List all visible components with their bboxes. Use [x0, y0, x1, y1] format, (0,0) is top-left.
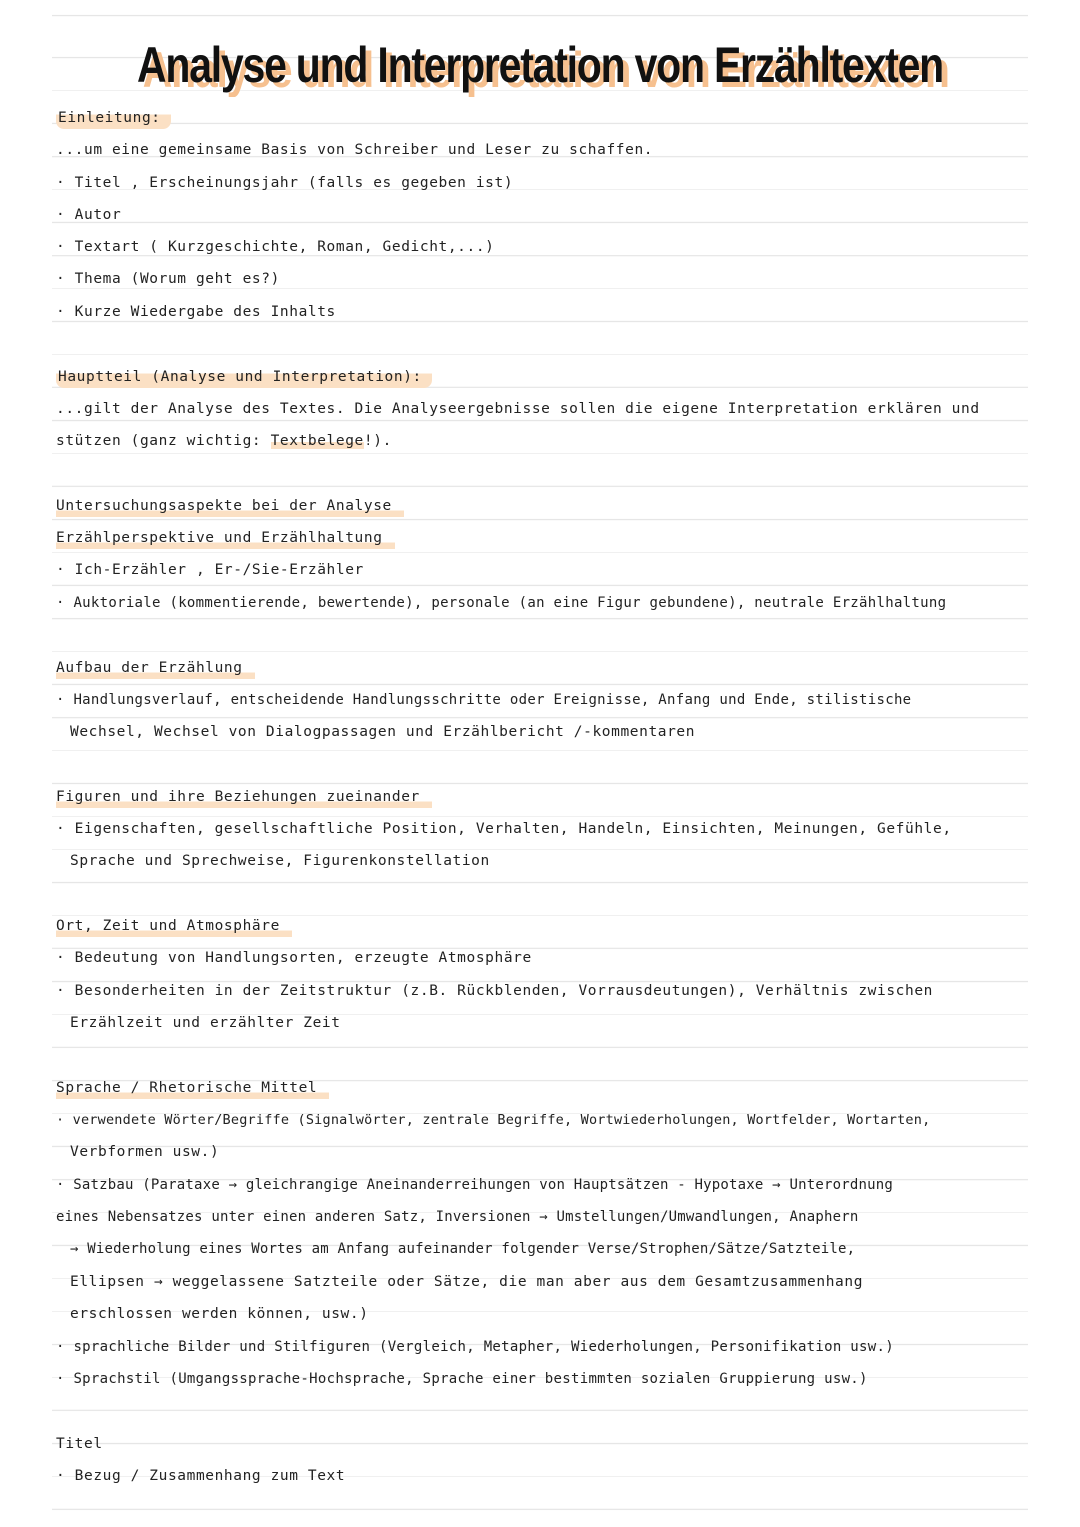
page-title: Analyse und Interpretation von Erzähltexten: [136, 37, 943, 93]
text-line: eines Nebensatzes unter einen anderen Satz, Inversionen → Umstellungen/Umwandlungen, Anaphern: [56, 1209, 859, 1225]
heading-text: Untersuchungsaspekte bei der Analyse: [56, 495, 404, 517]
section-heading-aufbau: [56, 657, 1031, 679]
heading-text: Figuren und ihre Beziehungen zueinander: [56, 786, 432, 808]
heading-text: Einleitung:: [56, 107, 171, 129]
heading-text: Sprache / Rhetorische Mittel: [56, 1077, 329, 1099]
text-line: [56, 430, 1031, 452]
text-line: · Satzbau (Parataxe → gleichrangige Aneinanderreihungen von Hauptsätzen - Hypotaxe → Unterordnung: [56, 1177, 893, 1193]
section-heading-ort-zeit: [56, 915, 1031, 937]
text-line: · Ich-Erzähler , Er-/Sie-Erzähler: [56, 562, 364, 578]
text-fragment: !).: [363, 433, 392, 449]
section-heading-sprache: [56, 1077, 1031, 1099]
section-heading-untersuchung: [56, 495, 1031, 517]
text-line: · Titel , Erscheinungsjahr (falls es gegeben ist): [56, 175, 514, 191]
text-line: · Kurze Wiedergabe des Inhalts: [56, 304, 336, 320]
text-line: ...um eine gemeinsame Basis von Schreiber und Leser zu schaffen.: [56, 142, 654, 158]
text-line: Erzählzeit und erzählter Zeit: [70, 1015, 341, 1031]
text-line: · Textart ( Kurzgeschichte, Roman, Gedicht,...): [56, 239, 495, 255]
text-line: · Bedeutung von Handlungsorten, erzeugte Atmosphäre: [56, 950, 532, 966]
text-line: Wechsel, Wechsel von Dialogpassagen und Erzählbericht /-kommentaren: [70, 724, 696, 740]
text-line: · Auktoriale (kommentierende, bewertende), personale (an eine Figur gebundene), neutrale Erzählhaltung: [56, 595, 947, 611]
text-line: erschlossen werden können, usw.): [70, 1306, 369, 1322]
text-line: · Bezug / Zusammenhang zum Text: [56, 1468, 346, 1484]
heading-text: Titel: [56, 1436, 103, 1452]
text-line: · Sprachstil (Umgangssprache-Hochsprache, Sprache einer bestimmten sozialen Gruppierung usw.): [56, 1371, 868, 1387]
text-line: Verbformen usw.): [70, 1144, 220, 1160]
text-line: → Wiederholung eines Wortes am Anfang aufeinander folgender Verse/Strophen/Sätze/Satzteile,: [70, 1241, 856, 1257]
subheading-erzaehlperspektive: [56, 527, 1031, 549]
section-heading-einleitung: [56, 107, 1031, 129]
text-line: · verwendete Wörter/Begriffe (Signalwörter, zentrale Begriffe, Wortwiederholungen, Wortfelder, Wortarten,: [56, 1112, 931, 1128]
text-fragment: stützen (ganz wichtig:: [56, 433, 271, 449]
text-line: · Handlungsverlauf, entscheidende Handlungsschritte oder Ereignisse, Anfang und Ende, stilistische: [56, 692, 912, 708]
heading-text: Erzählperspektive und Erzählhaltung: [56, 527, 395, 549]
text-line: Ellipsen → weggelassene Satzteile oder Sätze, die man aber aus dem Gesamtzusammenhang: [70, 1274, 864, 1290]
highlighted-word: Textbelege: [270, 433, 364, 449]
heading-text: Aufbau der Erzählung: [56, 657, 255, 679]
section-heading-titel: [56, 1433, 1031, 1455]
text-line: · Thema (Worum geht es?): [56, 271, 280, 287]
section-heading-hauptteil: [56, 366, 1031, 388]
text-line: ...gilt der Analyse des Textes. Die Analyseergebnisse sollen die eigene Interpretation erklären und: [56, 401, 980, 417]
text-line: · Autor: [56, 207, 122, 223]
text-line: Sprache und Sprechweise, Figurenkonstellation: [70, 853, 490, 869]
text-line: · Besonderheiten in der Zeitstruktur (z.B. Rückblenden, Vorrausdeutungen), Verhältnis zwischen: [56, 983, 933, 999]
text-line: · sprachliche Bilder und Stilfiguren (Vergleich, Metapher, Wiederholungen, Personifikation usw.): [56, 1339, 894, 1355]
text-line: · Eigenschaften, gesellschaftliche Position, Verhalten, Handeln, Einsichten, Meinungen, Gefühle,: [56, 821, 952, 837]
heading-text: Hauptteil (Analyse und Interpretation):: [56, 366, 432, 388]
heading-text: Ort, Zeit und Atmosphäre: [56, 915, 292, 937]
section-heading-figuren: [56, 786, 1031, 808]
